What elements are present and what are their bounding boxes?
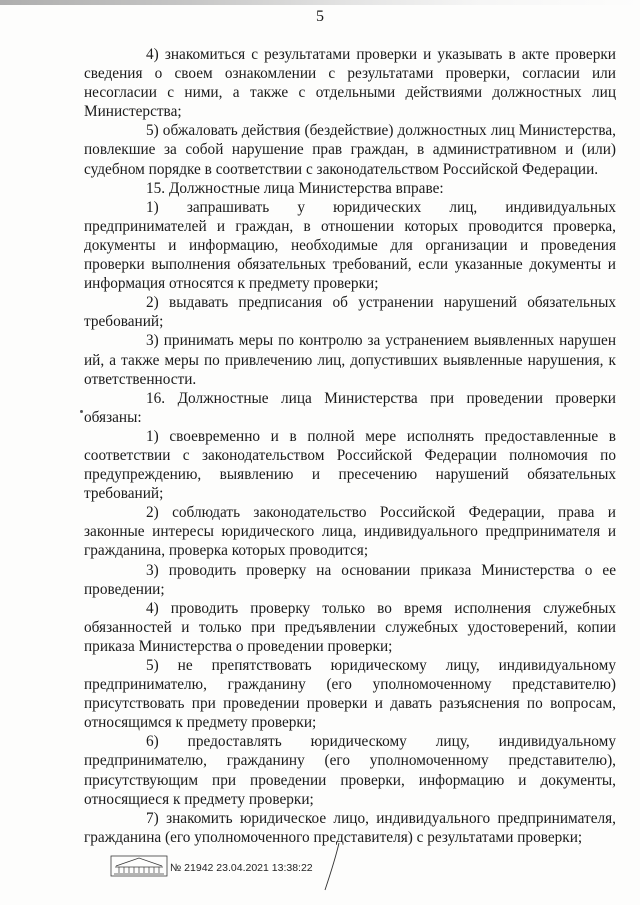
scan-top-edge — [0, 0, 640, 5]
paragraph: 1) своевременно и в полной мере исполнять предоставленные в соответствии с законодательством Российской Федерации полномочия по предупреждению, выявлению и пресечению нарушений обязательных требований; — [84, 427, 616, 503]
paragraph: 1) запрашивать у юридических лиц, индивидуальных предпринимателей и граждан, в отношении которых проводится проверка, документы и информацию, необходимые для организации и проведения проверки выполнения обязательных требований, если указанные документы и информация относятся к предмету проверки; — [84, 198, 616, 293]
paragraph: 5) не препятствовать юридическому лицу, индивидуальному предпринимателю, гражданину (его уполномоченному представителю) присутствовать при проведении проверки и давать разъяснения по вопросам, относящимся к предмету проверки; — [84, 657, 616, 732]
registration-footer — [110, 842, 410, 892]
paragraph: 3) принимать меры по контролю за устранением выявленных нарушен ий, а также меры по привлечению лиц, допустивших выявленные нарушения, к ответственности. — [84, 332, 616, 388]
paragraph: 6) предоставлять юридическому лицу, индивидуальному предпринимателю, гражданину (его уполномоченному представителю), присутствующим при проведении проверки, информацию и документы, относящиеся к предмету проверки; — [84, 733, 616, 808]
paragraph: 7) знакомить юридическое лицо, индивидуального предпринимателя, гражданина (его уполномоченного представителя) с результатами проверки; — [84, 809, 616, 846]
paragraph: 16. Должностные лица Министерства при проведении проверки обязаны: — [84, 389, 616, 426]
paragraph: 5) обжаловать действия (бездействие) должностных лиц Министерства, повлекшие за собой нарушение прав граждан, в административном и (или) судебном порядке в соответствии с законодательством Российской Федерации. — [84, 122, 616, 178]
scan-speck — [80, 410, 83, 413]
page-number: 5 — [316, 8, 324, 25]
registry-seal-icon — [110, 854, 168, 878]
paragraph: 4) знакомиться с результатами проверки и указывать в акте проверки сведения о своем ознакомлении с результатами проверки, согласии или несогласии с ними, а также с отдельными действиями должностных лиц Министерства; — [84, 46, 616, 121]
registration-number: № 21942 23.04.2021 13:38:22 — [170, 862, 313, 874]
paragraph: 2) выдавать предписания об устранении нарушений обязательных требований; — [84, 294, 616, 331]
paragraph: 4) проводить проверку только во время исполнения служебных обязанностей и только при предъявлении служебных удостоверений, копии приказа Министерства о проведении проверки; — [84, 599, 616, 655]
document-body — [84, 45, 616, 847]
paragraph: 2) соблюдать законодательство Российской Федерации, права и законные интересы юридического лица, индивидуального предпринимателя и гражданина, проверка которых проводится; — [84, 504, 616, 560]
paragraph: 3) проводить проверку на основании приказа Министерства о ее проведении; — [84, 561, 616, 598]
paragraph: 15. Должностные лица Министерства вправе: — [146, 179, 444, 197]
signature-slash-icon — [322, 842, 342, 892]
